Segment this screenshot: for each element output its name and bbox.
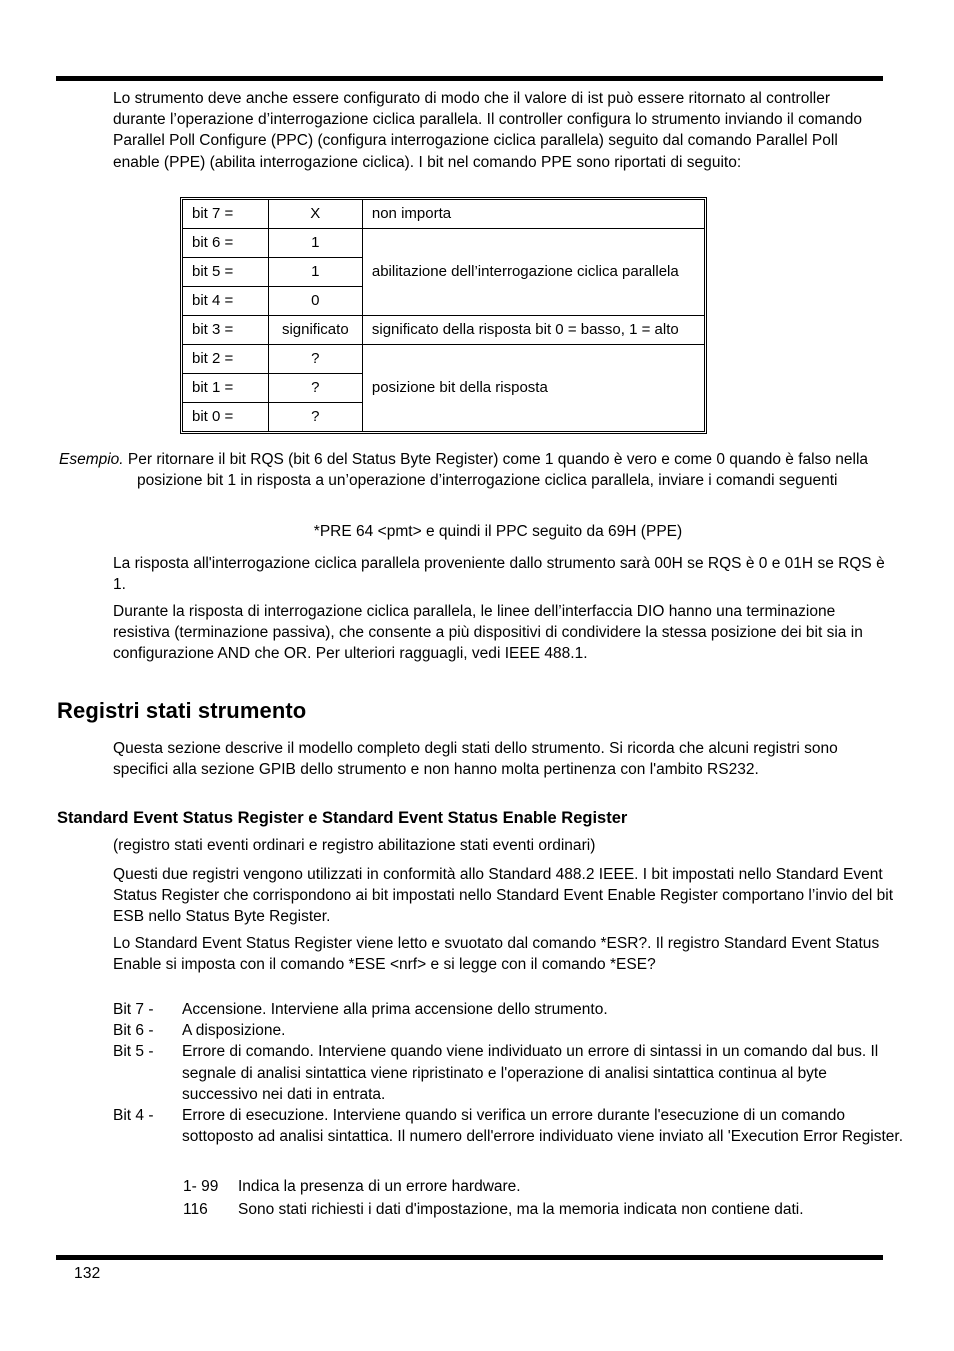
list-item [113,1105,903,1147]
command-line-block [113,521,883,542]
paragraph-durante-block [113,601,888,665]
bit-label-cell: bit 3 = [183,316,269,345]
bit-desc-cell: abilitazione dell’interrogazione ciclica parallela [362,229,704,316]
table-row [183,229,705,258]
paragraph-registro-block [113,835,888,856]
paragraph-registro: (registro stati eventi ordinari e registro abilitazione stati eventi ordinari) [113,837,596,854]
bit-value-cell: 1 [268,258,362,287]
subsection-heading: Standard Event Status Register e Standard Event Status Enable Register [57,809,628,827]
bit-desc-cell: posizione bit della risposta [362,345,704,432]
bit-definition-list [113,999,903,1147]
error-code: 116 [183,1201,208,1219]
list-item [183,1199,903,1220]
list-item [113,1020,903,1041]
paragraph-durante: Durante la risposta di interrogazione ciclica parallela, le linee dell’interfaccia DIO hanno una terminazione resistiva (terminazione passiva), che consente a più dispositivi di condividere la stessa posizione dei bit sia in configurazione AND che OR. Per ulteriori ragguagli, vedi IEEE 488.1. [113,603,863,663]
paragraph-risposta-block [113,553,888,595]
table-row [183,200,705,229]
bit-label-cell: bit 0 = [183,403,269,432]
list-item [113,999,903,1020]
ppe-bits-table [182,199,705,432]
paragraph-questa: Questa sezione descrive il modello completo degli stati dello strumento. Si ricorda che alcuni registri sono specifici alla sezione GPIB dello strumento e non hanno molta pertinenza con l'ambito RS232. [113,740,838,779]
paragraph-lo-standard: Lo Standard Event Status Register viene letto e svuotato dal comando *ESR?. Il registro Standard Event Status Enable si imposta con il comando *ESE <nrf> e si legge con il comando *ESE? [113,935,880,974]
esempio-text: Per ritornare il bit RQS (bit 6 del Status Byte Register) come 1 quando è vero e come 0 quando è falso nella posizione bit 1 in risposta a un’operazione d’interrogazione ciclica parallela, inviare i comandi seguenti [123,451,869,490]
page-number: 132 [74,1265,101,1282]
bit-label-cell: bit 2 = [183,345,269,374]
paragraph-risposta: La risposta all'interrogazione ciclica parallela proveniente dallo strumento sarà 00H se RQS è 0 e 01H se RQS è 1. [113,555,885,594]
bit-desc-cell: significato della risposta bit 0 = basso, 1 = alto [362,316,704,345]
bit-item-description: Errore di esecuzione. Interviene quando si verifica un errore durante l'esecuzione di un comando sottoposto ad analisi sintattica. Il numero dell'errore individuato viene inviato all 'Execution Error Register. [182,1107,904,1146]
paragraph-questi-block [113,864,893,928]
bit-value-cell: significato [268,316,362,345]
bit-value-cell: ? [268,403,362,432]
header-rule [56,76,883,81]
error-description: Indica la presenza di un errore hardware. [238,1178,521,1195]
bit-value-cell: ? [268,374,362,403]
bit-item-description: Errore di comando. Interviene quando viene individuato un errore di sintassi in un comando dal bus. Il segnale di analisi sintattica viene ripristinato e l'operazione di analisi sintattica continua al byte successivo nei dati in entrata. [182,1043,879,1103]
error-code-list [183,1176,903,1222]
bit-value-cell: X [268,200,362,229]
table-row [183,345,705,374]
intro-paragraph-block [113,88,883,173]
bit-label-cell: bit 6 = [183,229,269,258]
bit-value-cell: 0 [268,287,362,316]
bit-item-label: Bit 4 - [113,1107,154,1125]
section-heading: Registri stati strumento [57,698,307,723]
esempio-paragraph [59,449,883,491]
esempio-block [59,449,883,491]
bit-item-description: A disposizione. [182,1022,286,1040]
bit-item-label: Bit 7 - [113,1001,154,1018]
bit-label-cell: bit 5 = [183,258,269,287]
bit-label-cell: bit 7 = [183,200,269,229]
bit-value-cell: ? [268,345,362,374]
paragraph-questa-block [113,738,888,780]
error-code: 1- 99 [183,1178,219,1195]
intro-paragraph: Lo strumento deve anche essere configurato di modo che il valore di ist può essere ritornato al controller durante l’operazione d’interrogazione ciclica parallela. Il controller configura lo strumento inviando il comando Parallel Poll Configure (PPC) (configura interrogazione ciclica parallela) seguito dal comando Parallel Poll enable (PPE) (abilita interrogazione ciclica). I bit nel comando PPE sono riportati di seguito: [113,90,862,171]
esempio-lead: Esempio. [59,451,124,468]
bit-item-description: Accensione. Interviene alla prima accensione dello strumento. [182,1001,608,1018]
bit-label-cell: bit 4 = [183,287,269,316]
list-item [113,1041,903,1105]
paragraph-questi: Questi due registri vengono utilizzati in conformità allo Standard 488.2 IEEE. I bit impostati nello Standard Event Status Register che corrispondono ai bit impostati nello Standard Event Enable Register comportano l’invio del bit ESB nello Status Byte Register. [113,866,894,926]
error-description: Sono stati richiesti i dati d'impostazione, ma la memoria indicata non contiene dati. [238,1201,804,1219]
bit-label-cell: bit 1 = [183,374,269,403]
bit-item-label: Bit 6 - [113,1022,154,1040]
list-item [183,1176,903,1197]
paragraph-lo-standard-block [113,933,898,975]
bit-desc-cell: non importa [362,200,704,229]
bit-value-cell: 1 [268,229,362,258]
bit-item-label: Bit 5 - [113,1043,154,1061]
ppe-table-body [183,200,705,432]
command-line: *PRE 64 <pmt> e quindi il PPC seguito da 69H (PPE) [313,523,683,540]
footer-rule [56,1255,883,1260]
table-row [183,316,705,345]
